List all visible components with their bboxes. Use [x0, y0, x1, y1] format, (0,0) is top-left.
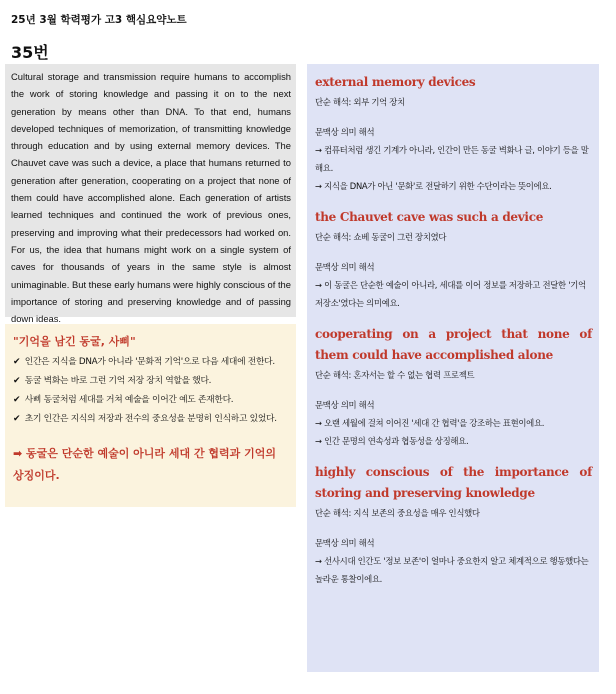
check-icon: ✔	[13, 357, 21, 367]
note-context-label: 문맥상 의미 해석	[315, 400, 375, 410]
summary-item: ✔ 사삐 동굴처럼 세대를 거쳐 예술을 이어간 예도 존재한다.	[13, 395, 234, 405]
vocab-notes-panel	[307, 64, 599, 672]
summary-title: "기억을 남긴 동굴, 사삐"	[13, 335, 136, 348]
summary-conclusion: ➡ 동굴은 단순한 예술이 아니라 세대 간 협력과 기억의 상징이다.	[13, 447, 276, 482]
note-definition: 단순 해석: 외부 기억 장치	[315, 97, 405, 107]
note-heading: highly conscious of the importance of storing and preserving knowledge	[315, 465, 592, 500]
page-header: 25년 3월 학력평가 고3 핵심요약노트	[11, 14, 187, 26]
note-block	[315, 72, 592, 195]
note-heading: the Chauvet cave was such a device	[315, 210, 544, 224]
note-block	[315, 462, 592, 588]
note-block	[315, 207, 592, 312]
note-context-label: 문맥상 의미 해석	[315, 538, 375, 548]
summary-item: ✔ 초기 인간은 지식의 저장과 전수의 중요성을 분명히 인식하고 있었다.	[13, 414, 277, 424]
summary-box	[5, 324, 296, 507]
summary-item: ✔ 동굴 벽화는 바로 그런 기억 저장 장치 역할을 했다.	[13, 376, 212, 386]
note-context: → 인간 문명의 연속성과 협동성을 상징해요.	[315, 436, 469, 446]
note-context: → 오랜 세월에 걸쳐 이어진 '세대 간 협력'을 강조하는 표현이에요.	[315, 418, 545, 428]
note-context: → 선사시대 인간도 '정보 보존'이 얼마나 중요한지 알고 체계적으로 행동했다는 놀라운 통찰이에요.	[315, 556, 589, 584]
check-icon: ✔	[13, 414, 21, 424]
note-context: → 지식을 DNA가 아닌 '문화'로 전달하기 위한 수단이라는 뜻이에요.	[315, 181, 552, 191]
note-heading: cooperating on a project that none of them could have accomplished alone	[315, 327, 592, 362]
note-definition: 단순 해석: 쇼베 동굴이 그런 장치였다	[315, 232, 447, 242]
check-icon: ✔	[13, 376, 21, 386]
check-icon: ✔	[13, 395, 21, 405]
note-block	[315, 324, 592, 450]
note-context: → 컴퓨터처럼 생긴 기계가 아니라, 인간이 만든 동굴 벽화나 글, 이야기 등을 말해요.	[315, 145, 589, 173]
note-heading: external memory devices	[315, 75, 476, 89]
summary-item: ✔ 인간은 지식을 DNA가 아니라 '문화적 기억'으로 다음 세대에 전한다.	[13, 357, 275, 367]
note-context-label: 문맥상 의미 해석	[315, 127, 375, 137]
passage-text: Cultural storage and transmission require humans to accomplish the work of storing knowledge and passing it on to the next generation by means other than DNA. To that end, humans developed techniques of memorization, of transmitting knowledge through education and by using external memory devices. The Chauvet cave was such a device, a place that humans returned to generation after generation, cooperating on a project that none of them could have accomplished alone. Each generation of artists learned techniques and continued the work of previous ones, preserving and improving what their predecessors had worked on. For us, the idea that humans might work on a single system of caves for thousands of years in the same style is almost unimaginable. But these early humans were highly conscious of the importance of storing and preserving knowledge and of passing down ideas.	[5, 64, 296, 317]
note-definition: 단순 해석: 혼자서는 할 수 없는 협력 프로젝트	[315, 370, 475, 380]
note-context-label: 문맥상 의미 해석	[315, 262, 375, 272]
note-context: → 이 동굴은 단순한 예술이 아니라, 세대를 이어 정보를 저장하고 전달한 '기억 저장소'였다는 의미예요.	[315, 280, 586, 308]
question-number: 35번	[11, 43, 49, 62]
note-definition: 단순 해석: 지식 보존의 중요성을 매우 인식했다	[315, 508, 480, 518]
